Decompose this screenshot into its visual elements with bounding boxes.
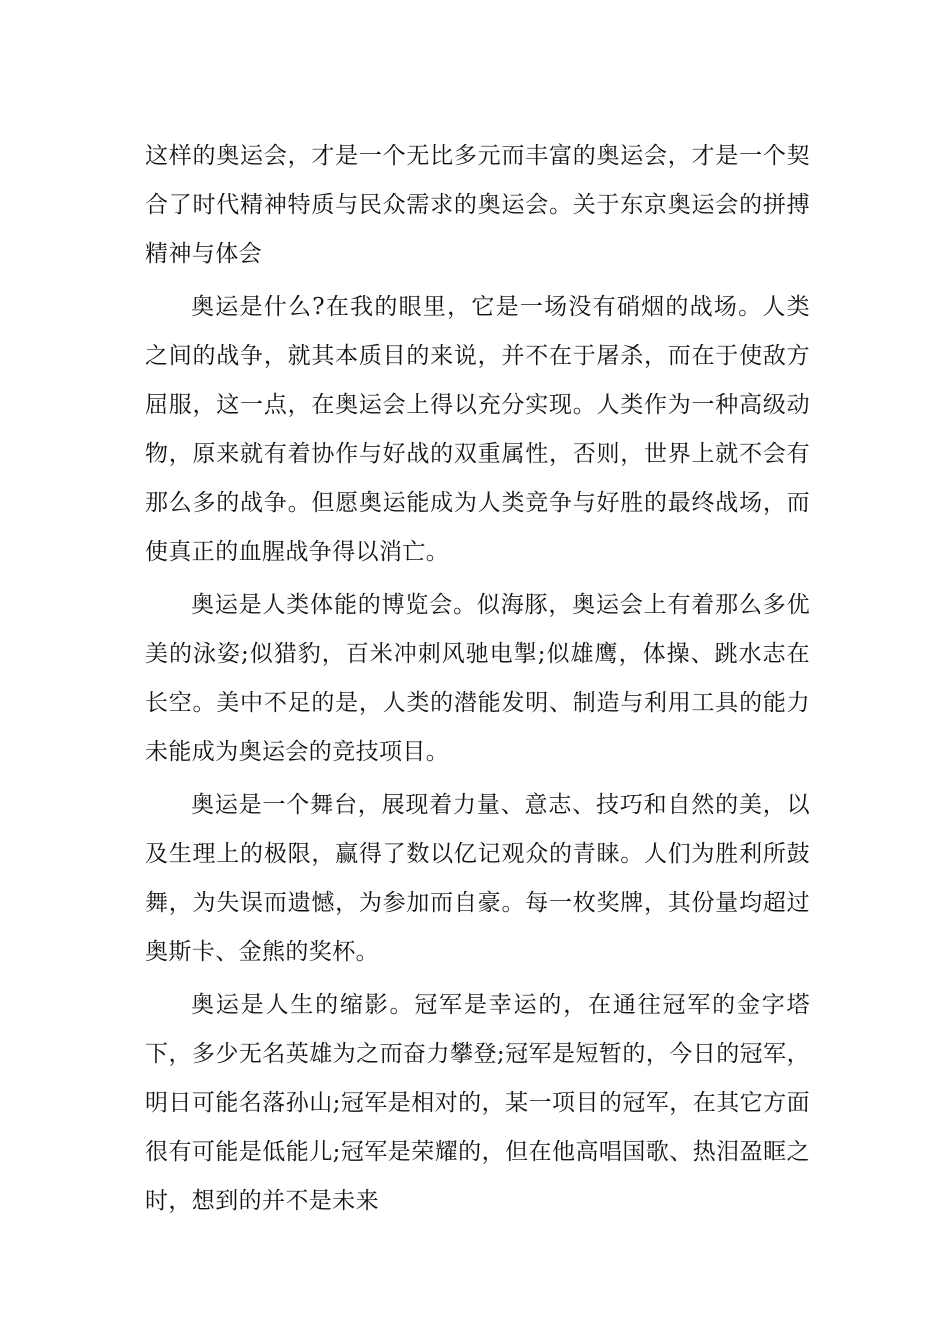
- paragraph-continuation: 这样的奥运会，才是一个无比多元而丰富的奥运会，才是一个契合了时代精神特质与民众需求的奥运会。关于东京奥运会的拼搏精神与体会: [145, 143, 810, 267]
- paragraph-stage: 奥运是一个舞台，展现着力量、意志、技巧和自然的美，以及生理上的极限，赢得了数以亿记观众的青睐。人们为胜利所鼓舞，为失误而遗憾，为参加而自豪。每一枚奖牌，其份量均超过奥斯卡、金熊的奖杯。: [145, 792, 810, 965]
- paragraph-battlefield: 奥运是什么?在我的眼里，它是一场没有硝烟的战场。人类之间的战争，就其本质目的来说，并不在于屠杀，而在于使敌方屈服，这一点，在奥运会上得以充分实现。人类作为一种高级动物，原来就有着协作与好战的双重属性，否则，世界上就不会有那么多的战争。但愿奥运能成为人类竞争与好胜的最终战场，而使真正的血腥战争得以消亡。: [145, 294, 810, 565]
- paragraph-physical-expo: 奥运是人类体能的博览会。似海豚，奥运会上有着那么多优美的泳姿;似猎豹，百米冲刺风驰电掣;似雄鹰，体操、跳水志在长空。美中不足的是，人类的潜能发明、制造与利用工具的能力未能成为奥运会的竞技项目。: [145, 592, 810, 765]
- paragraph-life-epitome: 奥运是人生的缩影。冠军是幸运的，在通往冠军的金字塔下，多少无名英雄为之而奋力攀登;冠军是短暂的，今日的冠军，明日可能名落孙山;冠军是相对的，某一项目的冠军，在其它方面很有可能是低能儿;冠军是荣耀的，但在他高唱国歌、热泪盈眶之时，想到的并不是未来: [145, 992, 810, 1214]
- document-body: [145, 132, 810, 1230]
